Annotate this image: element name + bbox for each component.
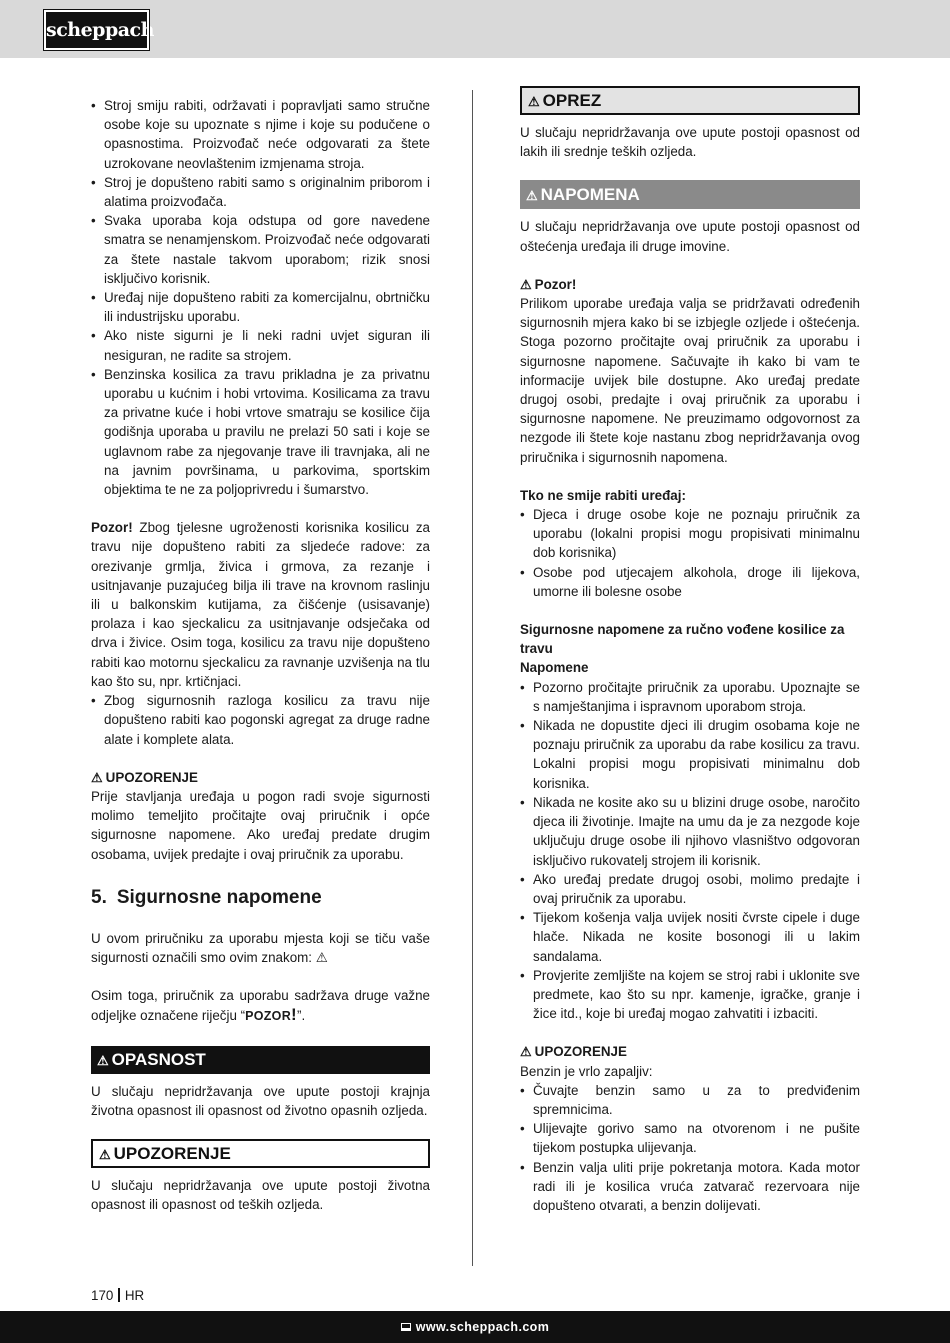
list-item: • Benzinska kosilica za travu prikladna je za privatnu uporabu u kućnim i hobi vrtovima. Kosilicama za travu za privatne kuće i hobi vrtove smatraju se kosilice čija godišnja uporaba u pravilu ne prelazi 50 sati i koje se uglavnom rabe za njegovanje trave ili travnjaka, ali ne na javnim površinama, u parkovima, sportskim objektima te ne za poljoprivredu i šumarstvo. (91, 365, 430, 499)
warning-triangle-icon: ⚠ (526, 188, 538, 204)
list-item: • Tijekom košenja valja uvijek nositi čvrste cipele i duge hlače. Nikada ne kosite bosonogi ili u lakim sandalama. (520, 908, 860, 966)
warning-box: ⚠ UPOZORENJE (91, 1139, 430, 1168)
fuel-warning-list (520, 1081, 860, 1215)
list-item: • Djeca i druge osobe koje ne poznaju priručnik za uporabu (lokalni propisi mogu propisivati minimalnu dob korisnika) (520, 505, 860, 563)
danger-box: ⚠ OPASNOST (91, 1046, 430, 1074)
warning-triangle-icon: ⚠ (520, 276, 532, 292)
brand-logo: scheppach (44, 10, 149, 50)
right-column (520, 86, 860, 1215)
who-list (520, 505, 860, 601)
fuel-warning-heading: ⚠ UPOZORENJE (520, 1042, 860, 1061)
list-item: • Pozorno pročitajte priručnik za uporabu. Upoznajte se s namještanjima i ispravnom uporabom stroja. (520, 678, 860, 716)
warning-triangle-icon: ⚠ (99, 1146, 111, 1162)
footer-bar (0, 1311, 950, 1343)
list-item: • Osobe pod utjecajem alkohola, droge ili lijekova, umorne ili bolesne osobe (520, 563, 860, 601)
list-item: • Ulijevajte gorivo samo na otvorenom i ne pušite tijekom postupka ulijevanja. (520, 1119, 860, 1157)
pozor-label: Pozor! (91, 520, 133, 536)
notice-box: ⚠ NAPOMENA (520, 180, 860, 209)
notes-list (520, 678, 860, 1024)
list-item: • Ako niste sigurni je li neki radni uvjet siguran ili nesiguran, ne radite sa strojem. (91, 326, 430, 364)
list-item: • Zbog sigurnosnih razloga kosilicu za travu nije dopušteno rabiti kao pogonski agregat za druge radne alate i komplete alata. (91, 691, 430, 749)
warning-text: Prije stavljanja uređaja u pogon radi svoje sigurnosti molimo temeljito pročitajte ovaj priručnik i opće sigurnosne napomene. Ako uređaj predate drugim osobama, uvijek predajte i ovaj priručnik za uporabu. (91, 788, 430, 862)
notes-heading: Napomene (520, 660, 589, 676)
pozor-list (91, 691, 430, 749)
list-item: • Provjerite zemljište na kojem se stroj rabi i uklonite sve predmete, kao što su npr. kamenje, igračke, granje i žice itd., koje bi uređaj mogao zahvatiti i izbaciti. (520, 966, 860, 1024)
list-item: • Stroj je dopušteno rabiti samo s originalnim priborom i alatima proizvođača. (91, 173, 430, 211)
who-heading: Tko ne smije rabiti uređaj: (520, 487, 686, 503)
intro-text: U ovom priručniku za uporabu mjesta koji se tiču vaše sigurnosti označili smo ovim znakom: ⚠ (91, 930, 430, 965)
page-number: 170 HR (91, 1288, 145, 1303)
caution-box: ⚠ OPREZ (520, 86, 860, 115)
warning-triangle-icon: ⚠ (97, 1052, 109, 1068)
warning-box-text: U slučaju nepridržavanja ove upute postoji životna opasnost ili opasnost od teških ozljeda. (91, 1177, 430, 1213)
section-heading (91, 885, 430, 911)
list-item: • Čuvajte benzin samo u za to predviđenim spremnicima. (520, 1081, 860, 1119)
warning-triangle-icon: ⚠ (528, 94, 540, 109)
warning-heading: ⚠ UPOZORENJE (91, 768, 430, 787)
list-item: • Stroj smiju rabiti, održavati i popravljati samo stručne osobe koje su upoznate s njime i koje su podučene o opasnostima. Proizvođač neće odgovarati za štete uzrokovane neovlaštenim izmjenama stroja. (91, 96, 430, 173)
column-divider (472, 90, 473, 1266)
pozor-word: POZOR! (245, 1005, 297, 1025)
usage-list (91, 96, 430, 499)
pozor-heading: ⚠ Pozor! (520, 275, 860, 294)
pozor-text: Zbog tjelesne ugroženosti korisnika kosilicu za travu nije dopušteno rabiti za sljedeće radove: za orezivanje grmlja, živica i grmova, za rezanje i usitnjavanje puzajućeg bilja ili trave na krovnom raslinju ili u balkonskim kutijama, za čišćenje (usisavanje) prolaza i kao sjeckalicu za usitnjavanje odsječaka od drva i živice. Osim toga, kosilicu za travu nije dopušteno rabiti kao motornu sjeckalicu za ravnanje uzvišenja na tlu kao što su, npr. krtičnjaci. (91, 520, 430, 689)
section-title: Sigurnosne napomene (116, 886, 322, 908)
fuel-warning-intro: Benzin je vrlo zapaljiv: (520, 1063, 653, 1079)
notice-text: U slučaju nepridržavanja ove upute postoji opasnost od oštećenja uređaja ili druge imovine. (520, 219, 860, 254)
caution-text: U slučaju nepridržavanja ove upute postoji opasnost od lakih ili srednje teških ozljeda. (520, 125, 860, 160)
pozor-paragraph (91, 518, 430, 691)
list-item: • Svaka uporaba koja odstupa od gore navedene smatra se nenamjenskom. Proizvođač neće odgovarati za štete nastale takvom uporabom; rizik snosi isključivo korisnik. (91, 211, 430, 288)
list-item: • Nikada ne kosite ako su u blizini druge osobe, naročito djeca ili životinje. Imajte na umu da je za nezgode koje uključuju druge osobe ili njihovo vlasništvo odgovoran isključivo rukovatelj strojem ili korisnik. (520, 793, 860, 870)
website-link[interactable]: www.scheppach.com (415, 1320, 550, 1334)
section-number: 5. (91, 886, 107, 908)
pozor-text: Prilikom uporabe uređaja valja se pridržavati određenih sigurnosnih mjera kako bi se izbjegle ozljede i oštećenja. Stoga pozorno pročitajte ovaj priručnik za uporabu i sigurnosne napomene. Sačuvajte ih kako bi vam te informacije uvijek bile dostupne. Ako uređaj predate drugoj osobi, predajte i ovaj priručnik za uporabu i sigurnosne napomene. Ne preuzimamo odgovornost za nezgode ili štete koje nastanu zbog nepridržavanja ovog priručnika i sigurnosnih napomena. (520, 296, 860, 465)
list-item: • Ako uređaj predate drugoj osobi, molimo predajte i ovaj priručnik za uporabu. (520, 870, 860, 908)
header-bar (0, 0, 950, 58)
warning-triangle-icon: ⚠ (91, 769, 103, 785)
list-item: • Uređaj nije dopušteno rabiti za komercijalnu, obrtničku ili industrijsku uporabu. (91, 288, 430, 326)
warning-triangle-icon: ⚠ (520, 1044, 532, 1060)
safety-heading: Sigurnosne napomene za ručno vođene kosilice za travu (520, 622, 845, 657)
left-column (91, 96, 430, 1214)
intro-text-2: Osim toga, priručnik za uporabu sadržava druge važne odjeljke označene riječju “POZOR!”. (91, 988, 430, 1025)
computer-icon (401, 1323, 411, 1331)
list-item: • Nikada ne dopustite djeci ili drugim osobama koje ne poznaju priručnik za uporabu da rabe kosilicu za travu. Lokalni propisi mogu propisivati minimalnu dob korisnika. (520, 716, 860, 793)
danger-text: U slučaju nepridržavanja ove upute postoji krajnja životna opasnost ili opasnost od životno opasnih ozljeda. (91, 1083, 430, 1118)
list-item: • Benzin valja uliti prije pokretanja motora. Kada motor radi ili je kosilica vruća zatvarač rezervoara nije dopušteno otvarati, a benzin dolijevati. (520, 1158, 860, 1216)
